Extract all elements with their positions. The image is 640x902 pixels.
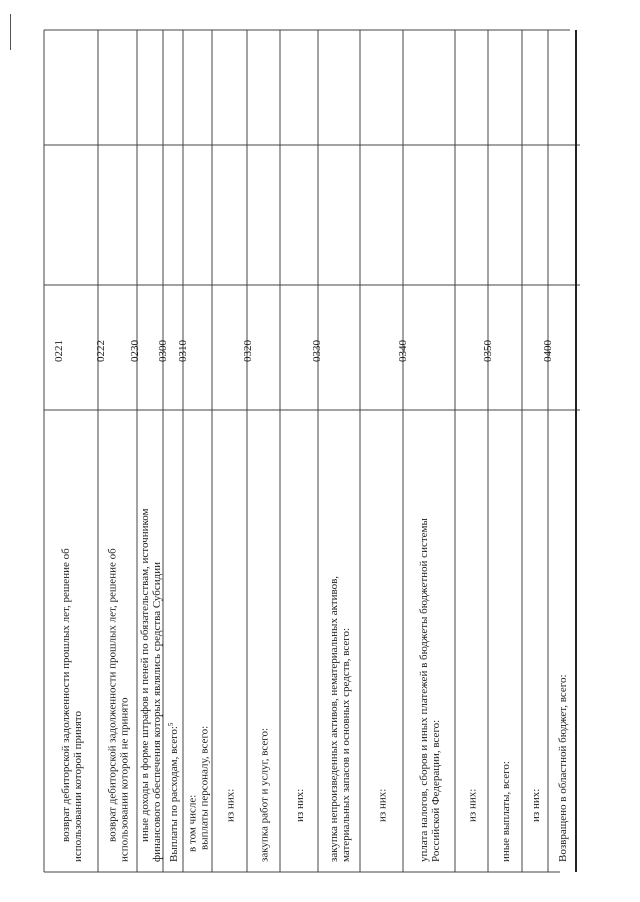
row-code: 0230 [129, 340, 141, 362]
row-label-line: Российской Федерации, всего: [430, 719, 442, 862]
row-label-line: материальных запасов и основных средств, всего: [340, 627, 352, 862]
footnote-marker: 5 [167, 722, 175, 727]
row-label-line: закупка работ и услуг, всего: [258, 727, 271, 862]
row-label-line: финансового обеспечения которых являлись средства Субсидии [151, 561, 163, 862]
row-label-line: из них: [224, 788, 237, 822]
row-code: 0330 [311, 340, 323, 362]
row-code: 0400 [542, 340, 554, 362]
row-code: 0222 [95, 340, 107, 362]
row-label-line: в том числе: [186, 794, 199, 852]
row-code: 0221 [53, 340, 65, 362]
row-label-line: из них: [294, 788, 306, 822]
row-label-line: иные выплаты, всего: [500, 761, 512, 862]
row-code: 0310 [177, 340, 189, 362]
row-label-line: возврат дебиторской задолженности прошлых лет, решение об [60, 548, 72, 842]
row-label-line: выплаты персоналу, всего: [198, 725, 211, 850]
row-label-line: из них: [530, 788, 542, 822]
row-label-line: Возвращено в областной бюджет, всего: [557, 674, 569, 862]
row-code: 0340 [397, 340, 409, 362]
table-rows [53, 30, 576, 872]
row-label-line: закупка непроизведенных активов, нематериальных активов, [328, 575, 340, 862]
row-label-line: уплата налогов, сборов и иных платежей в бюджеты бюджетной системы [418, 518, 430, 862]
row-label-line: из них: [466, 788, 479, 822]
row-label-line: иные доходы в форме штрафов и пеней по обязательствам, источником [139, 508, 151, 842]
row-label-line: использовании которой принято [72, 711, 84, 862]
row-label-line: использовании которой не принято [118, 697, 131, 862]
row-label-line: возврат дебиторской задолженности прошлых лет, решение об [106, 548, 119, 842]
row-code: 0320 [242, 340, 254, 362]
row-code: 0300 [157, 340, 169, 362]
row-code: 0350 [482, 340, 494, 362]
row-label-line: Выплаты по расходам, всего:$^5$ [167, 722, 180, 862]
row-label-line: из них: [376, 788, 389, 822]
